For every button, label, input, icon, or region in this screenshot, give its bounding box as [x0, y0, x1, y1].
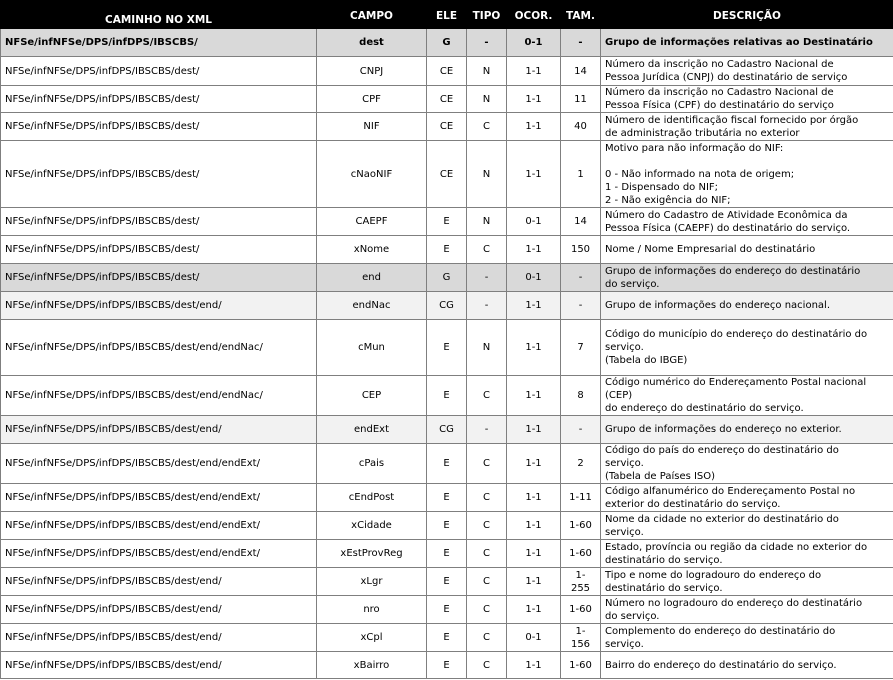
header-campo: CAMPO [317, 1, 427, 29]
cell-path: NFSe/infNFSe/DPS/infDPS/IBSCBS/dest/end/endNac/ [1, 320, 317, 376]
cell-path: NFSe/infNFSe/DPS/infDPS/IBSCBS/ [1, 29, 317, 57]
cell-campo: CPF [317, 86, 427, 113]
table-row [1, 208, 893, 236]
cell-tipo: C [467, 484, 507, 512]
cell-tam: - [561, 292, 601, 320]
cell-descricao: Complemento do endereço do destinatário do serviço. [601, 624, 893, 652]
cell-tam: 7 [561, 320, 601, 376]
cell-descricao: Estado, província ou região da cidade no exterior do destinatário do serviço. [601, 540, 893, 568]
cell-tipo: - [467, 29, 507, 57]
cell-path: NFSe/infNFSe/DPS/infDPS/IBSCBS/dest/end/ [1, 596, 317, 624]
cell-campo: NIF [317, 113, 427, 141]
cell-descricao: Código numérico do Endereçamento Postal nacional (CEP) do endereço do destinatário do serviço. [601, 376, 893, 416]
cell-ele: CE [427, 141, 467, 208]
table-row [1, 292, 893, 320]
cell-ocor: 1-1 [507, 444, 561, 484]
cell-tipo: C [467, 512, 507, 540]
cell-ocor: 0-1 [507, 264, 561, 292]
cell-tipo: C [467, 236, 507, 264]
header-row [1, 1, 893, 29]
cell-path: NFSe/infNFSe/DPS/infDPS/IBSCBS/dest/end/ [1, 292, 317, 320]
cell-path: NFSe/infNFSe/DPS/infDPS/IBSCBS/dest/end/endExt/ [1, 444, 317, 484]
cell-tam: 1 [561, 141, 601, 208]
cell-ocor: 0-1 [507, 624, 561, 652]
cell-tipo: - [467, 416, 507, 444]
cell-ocor: 1-1 [507, 86, 561, 113]
header-ele: ELE [427, 1, 467, 29]
cell-tam: 2 [561, 444, 601, 484]
cell-campo: xEstProvReg [317, 540, 427, 568]
cell-tam: - [561, 29, 601, 57]
cell-path: NFSe/infNFSe/DPS/infDPS/IBSCBS/dest/ [1, 208, 317, 236]
cell-campo: nro [317, 596, 427, 624]
cell-ele: CE [427, 86, 467, 113]
cell-ocor: 0-1 [507, 29, 561, 57]
cell-campo: xLgr [317, 568, 427, 596]
cell-ele: CG [427, 292, 467, 320]
cell-tipo: C [467, 652, 507, 679]
table-row [1, 568, 893, 596]
cell-ele: G [427, 29, 467, 57]
cell-ocor: 1-1 [507, 652, 561, 679]
cell-ocor: 1-1 [507, 512, 561, 540]
cell-ele: E [427, 596, 467, 624]
cell-tipo: N [467, 57, 507, 86]
cell-ele: E [427, 208, 467, 236]
cell-campo: CAEPF [317, 208, 427, 236]
cell-tam: 1-60 [561, 596, 601, 624]
table-row [1, 264, 893, 292]
table-row [1, 86, 893, 113]
cell-descricao: Número de identificação fiscal fornecido por órgão de administração tributária no exterior [601, 113, 893, 141]
header-descricao: DESCRIÇÃO [601, 1, 893, 29]
cell-path: NFSe/infNFSe/DPS/infDPS/IBSCBS/dest/ [1, 57, 317, 86]
cell-descricao: Grupo de informações relativas ao Destinatário [601, 29, 893, 57]
cell-ocor: 1-1 [507, 484, 561, 512]
cell-tam: 14 [561, 208, 601, 236]
cell-ocor: 1-1 [507, 292, 561, 320]
cell-campo: cEndPost [317, 484, 427, 512]
cell-campo: CNPJ [317, 57, 427, 86]
header-tam: TAM. [561, 1, 601, 29]
table-row [1, 540, 893, 568]
cell-descricao: Tipo e nome do logradouro do endereço do destinatário do serviço. [601, 568, 893, 596]
cell-path: NFSe/infNFSe/DPS/infDPS/IBSCBS/dest/ [1, 141, 317, 208]
cell-tipo: - [467, 264, 507, 292]
table-row [1, 57, 893, 86]
cell-tam: 8 [561, 376, 601, 416]
cell-tam: 1-60 [561, 512, 601, 540]
cell-ocor: 1-1 [507, 568, 561, 596]
cell-tam: 1-60 [561, 652, 601, 679]
cell-ele: CG [427, 416, 467, 444]
cell-path: NFSe/infNFSe/DPS/infDPS/IBSCBS/dest/end/endExt/ [1, 484, 317, 512]
cell-tipo: - [467, 292, 507, 320]
cell-ele: E [427, 320, 467, 376]
cell-ele: E [427, 484, 467, 512]
cell-path: NFSe/infNFSe/DPS/infDPS/IBSCBS/dest/end/ [1, 652, 317, 679]
cell-descricao: Bairro do endereço do destinatário do serviço. [601, 652, 893, 679]
cell-campo: endNac [317, 292, 427, 320]
cell-path: NFSe/infNFSe/DPS/infDPS/IBSCBS/dest/end/endExt/ [1, 512, 317, 540]
table-row [1, 444, 893, 484]
cell-path: NFSe/infNFSe/DPS/infDPS/IBSCBS/dest/ [1, 113, 317, 141]
header-ocor: OCOR. [507, 1, 561, 29]
table-row [1, 416, 893, 444]
table-row [1, 113, 893, 141]
cell-ele: E [427, 652, 467, 679]
cell-ele: E [427, 568, 467, 596]
cell-tam: 1-60 [561, 540, 601, 568]
cell-tam: - [561, 264, 601, 292]
cell-path: NFSe/infNFSe/DPS/infDPS/IBSCBS/dest/ [1, 86, 317, 113]
cell-path: NFSe/infNFSe/DPS/infDPS/IBSCBS/dest/end/ [1, 624, 317, 652]
cell-tam: 14 [561, 57, 601, 86]
cell-tipo: C [467, 376, 507, 416]
cell-tam: 40 [561, 113, 601, 141]
table-row [1, 512, 893, 540]
cell-descricao: Nome da cidade no exterior do destinatário do serviço. [601, 512, 893, 540]
cell-tipo: N [467, 141, 507, 208]
cell-ocor: 1-1 [507, 320, 561, 376]
cell-tam: 1-11 [561, 484, 601, 512]
cell-campo: xBairro [317, 652, 427, 679]
cell-ele: E [427, 540, 467, 568]
cell-campo: cMun [317, 320, 427, 376]
cell-ocor: 1-1 [507, 540, 561, 568]
cell-tipo: N [467, 320, 507, 376]
cell-descricao: Número do Cadastro de Atividade Econômica da Pessoa Física (CAEPF) do destinatário do serviço. [601, 208, 893, 236]
cell-tam: 1- 156 [561, 624, 601, 652]
cell-descricao: Nome / Nome Empresarial do destinatário [601, 236, 893, 264]
table-row [1, 652, 893, 679]
cell-ele: E [427, 512, 467, 540]
cell-ele: E [427, 236, 467, 264]
cell-ocor: 1-1 [507, 141, 561, 208]
cell-descricao: Grupo de informações do endereço nacional. [601, 292, 893, 320]
cell-campo: end [317, 264, 427, 292]
cell-path: NFSe/infNFSe/DPS/infDPS/IBSCBS/dest/end/ [1, 416, 317, 444]
cell-campo: xCpl [317, 624, 427, 652]
cell-ocor: 1-1 [507, 376, 561, 416]
cell-campo: xCidade [317, 512, 427, 540]
cell-campo: endExt [317, 416, 427, 444]
table-row [1, 484, 893, 512]
cell-ocor: 1-1 [507, 236, 561, 264]
cell-ocor: 1-1 [507, 113, 561, 141]
cell-ocor: 1-1 [507, 57, 561, 86]
table-row [1, 376, 893, 416]
cell-path: NFSe/infNFSe/DPS/infDPS/IBSCBS/dest/end/endNac/ [1, 376, 317, 416]
cell-ele: CE [427, 57, 467, 86]
cell-tam: 11 [561, 86, 601, 113]
cell-tipo: C [467, 624, 507, 652]
cell-tipo: C [467, 540, 507, 568]
table-row [1, 141, 893, 208]
table-row [1, 320, 893, 376]
cell-path: NFSe/infNFSe/DPS/infDPS/IBSCBS/dest/ [1, 264, 317, 292]
cell-path: NFSe/infNFSe/DPS/infDPS/IBSCBS/dest/ [1, 236, 317, 264]
cell-descricao: Código alfanumérico do Endereçamento Postal no exterior do destinatário do serviço. [601, 484, 893, 512]
cell-descricao: Grupo de informações do endereço do destinatário do serviço. [601, 264, 893, 292]
cell-campo: cPais [317, 444, 427, 484]
header-path: CAMINHO NO XML [1, 1, 317, 29]
cell-ele: G [427, 264, 467, 292]
header-tipo: TIPO [467, 1, 507, 29]
cell-descricao: Código do município do endereço do destinatário do serviço. (Tabela do IBGE) [601, 320, 893, 376]
cell-tam: 150 [561, 236, 601, 264]
cell-path: NFSe/infNFSe/DPS/infDPS/IBSCBS/dest/end/endExt/ [1, 540, 317, 568]
cell-descricao: Grupo de informações do endereço no exterior. [601, 416, 893, 444]
cell-descricao: Motivo para não informação do NIF: 0 - Não informado na nota de origem; 1 - Dispensado do NIF; 2 - Não exigência do NIF; [601, 141, 893, 208]
cell-path: NFSe/infNFSe/DPS/infDPS/IBSCBS/dest/end/ [1, 568, 317, 596]
table-row [1, 236, 893, 264]
cell-tipo: C [467, 444, 507, 484]
cell-tipo: N [467, 208, 507, 236]
cell-ocor: 1-1 [507, 416, 561, 444]
cell-campo: xNome [317, 236, 427, 264]
table-row [1, 596, 893, 624]
cell-ocor: 0-1 [507, 208, 561, 236]
cell-tipo: C [467, 596, 507, 624]
cell-ele: E [427, 376, 467, 416]
cell-descricao: Número no logradouro do endereço do destinatário do serviço. [601, 596, 893, 624]
cell-ele: E [427, 444, 467, 484]
cell-campo: CEP [317, 376, 427, 416]
table-row [1, 29, 893, 57]
cell-tam: - [561, 416, 601, 444]
cell-ocor: 1-1 [507, 596, 561, 624]
cell-descricao: Código do país do endereço do destinatário do serviço. (Tabela de Países ISO) [601, 444, 893, 484]
cell-tipo: N [467, 86, 507, 113]
cell-campo: cNaoNIF [317, 141, 427, 208]
cell-tipo: C [467, 113, 507, 141]
cell-ele: CE [427, 113, 467, 141]
cell-descricao: Número da inscrição no Cadastro Nacional de Pessoa Física (CPF) do destinatário do serviço [601, 86, 893, 113]
cell-tam: 1- 255 [561, 568, 601, 596]
cell-descricao: Número da inscrição no Cadastro Nacional de Pessoa Jurídica (CNPJ) do destinatário de serviço [601, 57, 893, 86]
table-row [1, 624, 893, 652]
cell-ele: E [427, 624, 467, 652]
cell-tipo: C [467, 568, 507, 596]
cell-campo: dest [317, 29, 427, 57]
